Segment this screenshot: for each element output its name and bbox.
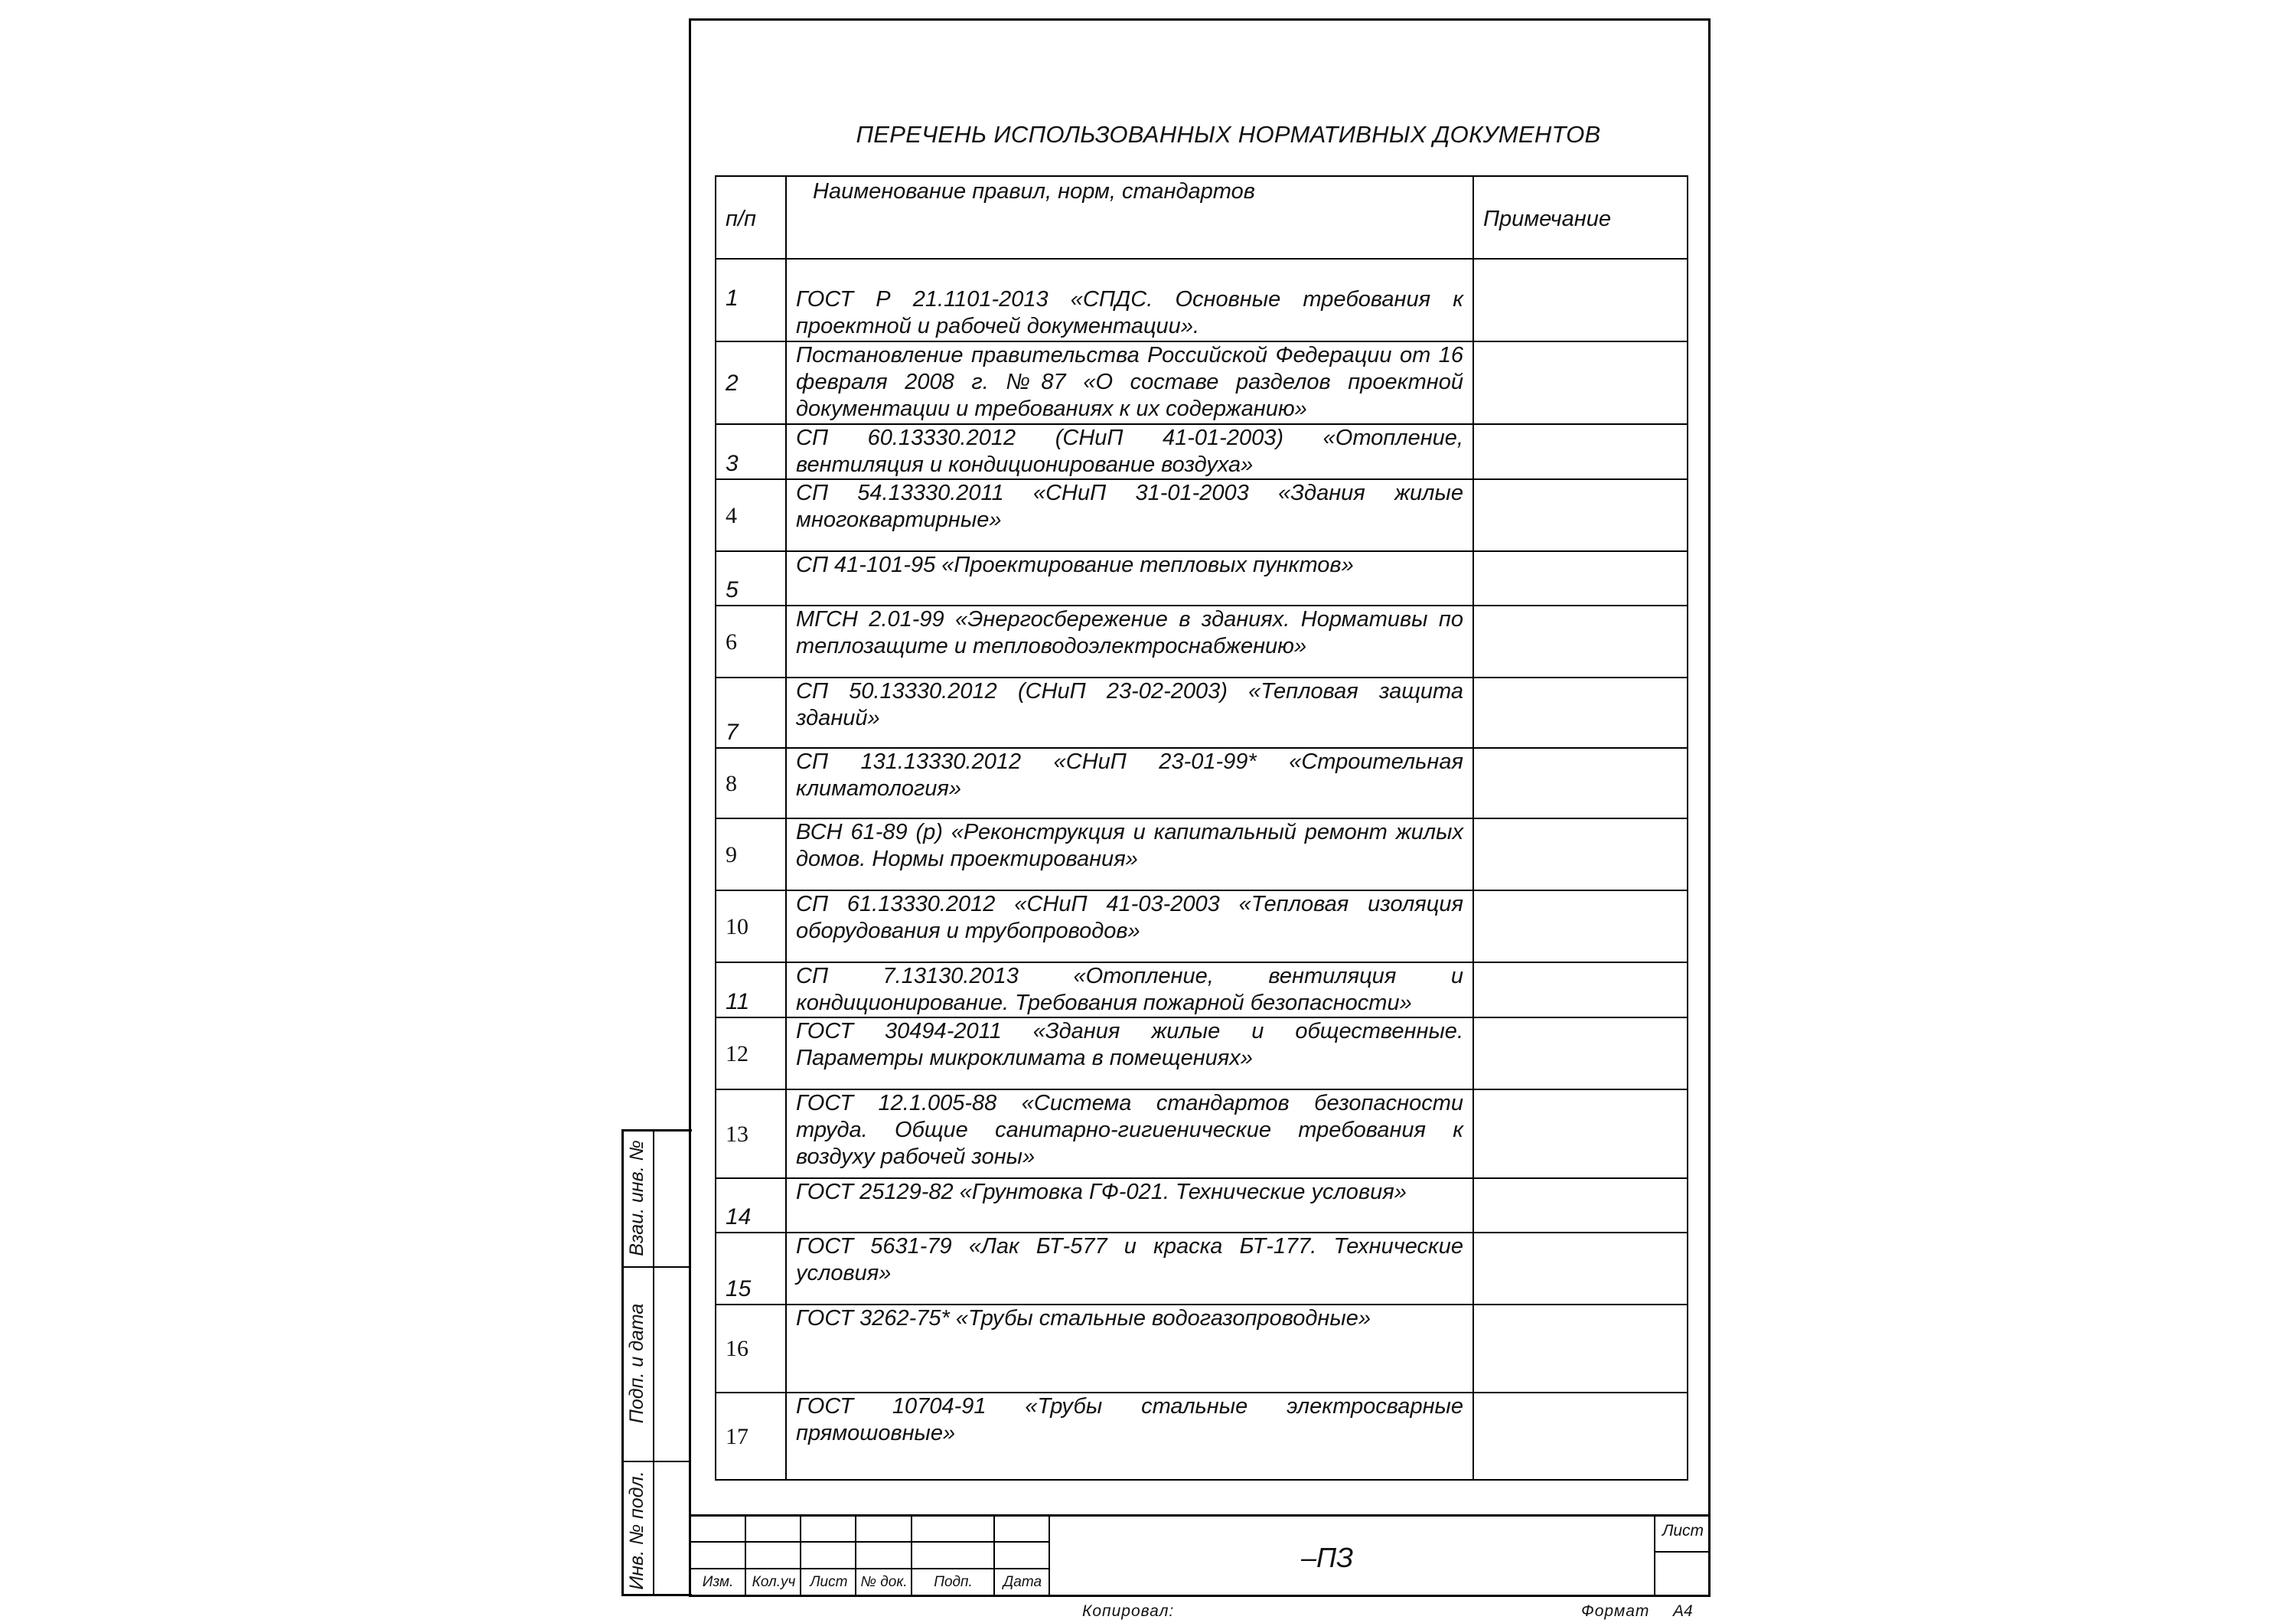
- sheet-box-divider: [1654, 1551, 1711, 1553]
- row-document-name: ГОСТ 25129-82 «Грунтовка ГФ-021. Технические условия»: [786, 1178, 1473, 1233]
- title-block-top: [689, 1514, 1711, 1517]
- table-header-row: [716, 176, 1688, 259]
- row-number: 2: [716, 341, 786, 424]
- row-document-name: Постановление правительства Российской Федерации от 16 февраля 2008 г. №87 «О составе разделов проектной документации и требованиях к их содержанию»: [786, 341, 1473, 424]
- row-number: 15: [716, 1233, 786, 1305]
- row-document-name: ВСН 61-89 (р) «Реконструкция и капитальный ремонт жилых домов. Нормы проектирования»: [786, 818, 1473, 890]
- table-row: [716, 1089, 1688, 1178]
- row-note: [1473, 1178, 1688, 1233]
- row-number: 8: [716, 748, 786, 818]
- side-label-inv-podl: Инв. № подл.: [626, 1471, 647, 1590]
- row-note: [1473, 962, 1688, 1017]
- row-number: 14: [716, 1178, 786, 1233]
- row-note: [1473, 259, 1688, 341]
- table-row: [716, 1393, 1688, 1480]
- row-note: [1473, 551, 1688, 606]
- row-number: 6: [716, 606, 786, 678]
- row-number: 12: [716, 1017, 786, 1089]
- row-note: [1473, 1393, 1688, 1480]
- row-note: [1473, 424, 1688, 479]
- copied-label: Копировал:: [1082, 1602, 1175, 1620]
- header-name: Наименование правил, норм, стандартов: [786, 176, 1473, 259]
- table-row: [716, 962, 1688, 1017]
- table-row: [716, 341, 1688, 424]
- row-number: 10: [716, 890, 786, 962]
- table-row: [716, 1305, 1688, 1393]
- side-stamp-divider: [653, 1129, 654, 1596]
- table-row: [716, 818, 1688, 890]
- table-row: [716, 259, 1688, 341]
- row-number: 5: [716, 551, 786, 606]
- stamp-label-data: Дата: [1003, 1574, 1042, 1590]
- row-document-name: СП 7.13130.2013 «Отопление, вентиляция и кондиционирование. Требования пожарной безопасности»: [786, 962, 1473, 1017]
- stamp-label-list: Лист: [810, 1574, 848, 1590]
- table-row: [716, 748, 1688, 818]
- side-label-vzam-inv: Взаи. инв. №: [626, 1140, 647, 1256]
- row-note: [1473, 678, 1688, 748]
- row-note: [1473, 1233, 1688, 1305]
- page-title: ПЕРЕЧЕНЬ ИСПОЛЬЗОВАННЫХ НОРМАТИВНЫХ ДОКУМЕНТОВ: [856, 121, 1601, 148]
- stamp-label-podp: Подп.: [934, 1574, 973, 1590]
- table-row: [716, 606, 1688, 678]
- stamp-label-n-dok: № док.: [860, 1574, 908, 1590]
- stamp-label-kol-uch: Кол.уч: [752, 1574, 796, 1590]
- table-row: [716, 1178, 1688, 1233]
- stamp-label-izm: Изм.: [702, 1574, 734, 1590]
- table-row: [716, 1017, 1688, 1089]
- row-document-name: СП 50.13330.2012 (СНиП 23-02-2003) «Тепловая защита зданий»: [786, 678, 1473, 748]
- row-number: 3: [716, 424, 786, 479]
- row-number: 1: [716, 259, 786, 341]
- row-number: 9: [716, 818, 786, 890]
- header-num: п/п: [716, 176, 786, 259]
- table-row: [716, 678, 1688, 748]
- row-document-name: СП 61.13330.2012 «СНиП 41-03-2003 «Тепловая изоляция оборудования и трубопроводов»: [786, 890, 1473, 962]
- table-row: [716, 1233, 1688, 1305]
- row-note: [1473, 341, 1688, 424]
- row-document-name: СП 54.13330.2011 «СНиП 31-01-2003 «Здания жилые многоквартирные»: [786, 479, 1473, 551]
- row-document-name: ГОСТ 30494-2011 «Здания жилые и общественные. Параметры микроклимата в помещениях»: [786, 1017, 1473, 1089]
- row-number: 4: [716, 479, 786, 551]
- row-document-name: ГОСТ 12.1.005-88 «Система стандартов безопасности труда. Общие санитарно-гигиенические требования к воздуху рабочей зоны»: [786, 1089, 1473, 1178]
- row-document-name: ГОСТ 10704-91 «Трубы стальные электросварные прямошовные»: [786, 1393, 1473, 1480]
- row-number: 11: [716, 962, 786, 1017]
- row-note: [1473, 818, 1688, 890]
- row-number: 17: [716, 1393, 786, 1480]
- row-note: [1473, 748, 1688, 818]
- row-number: 7: [716, 678, 786, 748]
- documents-table: [715, 175, 1688, 1481]
- side-label-podp-data: Подп. и дата: [626, 1303, 647, 1424]
- row-document-name: ГОСТ 3262-75* «Трубы стальные водогазопроводные»: [786, 1305, 1473, 1393]
- row-note: [1473, 1305, 1688, 1393]
- document-code: –ПЗ: [1301, 1542, 1354, 1573]
- header-note: Примечание: [1473, 176, 1688, 259]
- row-document-name: ГОСТ Р 21.1101-2013 «СПДС. Основные требования к проектной и рабочей документации».: [786, 259, 1473, 341]
- sheet-label: Лист: [1662, 1522, 1704, 1540]
- row-note: [1473, 1089, 1688, 1178]
- format-value: А4: [1673, 1602, 1693, 1620]
- table-row: [716, 479, 1688, 551]
- row-document-name: МГСН 2.01-99 «Энергосбережение в зданиях. Нормативы по теплозащите и тепловодоэлектроснабжению»: [786, 606, 1473, 678]
- row-document-name: СП 60.13330.2012 (СНиП 41-01-2003) «Отопление, вентиляция и кондиционирование воздуха»: [786, 424, 1473, 479]
- row-document-name: СП 41-101-95 «Проектирование тепловых пунктов»: [786, 551, 1473, 606]
- table-row: [716, 890, 1688, 962]
- row-number: 13: [716, 1089, 786, 1178]
- row-document-name: ГОСТ 5631-79 «Лак БТ-577 и краска БТ-177. Технические условия»: [786, 1233, 1473, 1305]
- row-number: 16: [716, 1305, 786, 1393]
- table-row: [716, 424, 1688, 479]
- row-document-name: СП 131.13330.2012 «СНиП 23-01-99* «Строительная климатология»: [786, 748, 1473, 818]
- row-note: [1473, 890, 1688, 962]
- row-note: [1473, 1017, 1688, 1089]
- row-note: [1473, 606, 1688, 678]
- row-note: [1473, 479, 1688, 551]
- table-row: [716, 551, 1688, 606]
- format-label: Формат: [1581, 1602, 1650, 1620]
